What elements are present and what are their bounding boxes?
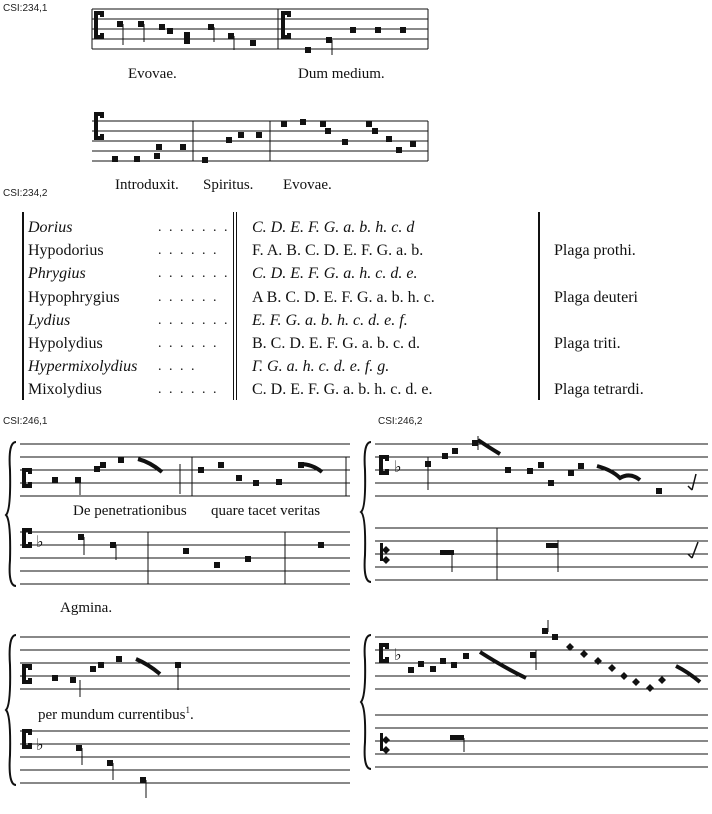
mode-plaga: Plaga prothi.	[554, 242, 636, 260]
mode-name: Hypermixolydius	[28, 358, 138, 376]
mode-row	[24, 309, 674, 332]
svg-text:♭: ♭	[36, 735, 44, 754]
neumes-example-1	[117, 21, 406, 53]
mode-plaga	[542, 309, 674, 332]
mode-scale: C. D. E. F. G. a. b. h. c. d	[252, 219, 415, 237]
mode-row	[24, 355, 674, 378]
caption-evovae-1: Evovae.	[128, 66, 177, 82]
svg-text:♭: ♭	[36, 532, 44, 551]
caption-agmina: Agmina.	[60, 600, 113, 616]
caption-spiritus: Spiritus.	[203, 177, 254, 193]
mode-plaga	[542, 216, 674, 239]
mode-name: Lydius	[28, 311, 71, 329]
mode-name: Mixolydius	[28, 381, 102, 399]
caption-quare-tacet: quare tacet veritas	[211, 503, 321, 519]
reference-label-246-1: CSI:246,1	[3, 416, 48, 427]
caption-de-penetrationibus: De penetrationibus	[73, 503, 187, 519]
svg-text:♭: ♭	[394, 645, 402, 664]
reference-label-234-2: CSI:234,2	[3, 188, 48, 199]
mode-dots: . . . . . .	[158, 382, 219, 398]
caption-per-mundum-period: .	[189, 707, 194, 723]
caption-introduxit: Introduxit.	[115, 177, 179, 193]
mode-scale: Γ. G. a. h. c. d. e. f. g.	[252, 358, 390, 376]
mode-dots: . . . . . .	[158, 289, 219, 305]
ligatures-246-1	[136, 459, 322, 674]
mode-name: Hypolydius	[28, 335, 103, 353]
mode-row	[24, 332, 674, 355]
custos-marks	[688, 474, 698, 558]
mode-name: Phrygius	[28, 265, 86, 283]
mode-plaga: Plaga deuteri	[554, 288, 638, 306]
mode-name: Hypophrygius	[28, 288, 120, 306]
mode-name: Dorius	[28, 219, 73, 237]
mode-scale: B. C. D. E. F. G. a. b. c. d.	[252, 335, 421, 353]
mode-plaga: Plaga triti.	[554, 335, 621, 353]
caption-dum-medium: Dum medium.	[298, 66, 385, 82]
svg-text:♭: ♭	[394, 457, 402, 476]
mode-scale: F. A. B. C. D. E. F. G. a. b.	[252, 242, 424, 260]
mode-row	[24, 286, 674, 309]
mode-scale: C. D. E. F. G. a. b. h. c. d. e.	[252, 381, 433, 399]
reference-label-234-1: CSI:234,1	[3, 3, 48, 14]
footnote-marker: 1	[185, 705, 190, 715]
mode-row	[24, 378, 674, 401]
mode-dots: . . . . . . .	[158, 312, 230, 328]
mode-dots: . . . .	[158, 359, 197, 375]
caption-evovae-2: Evovae.	[283, 177, 332, 193]
mode-scale: A B. C. D. E. F. G. a. b. h. c.	[252, 288, 435, 306]
mode-row	[24, 216, 674, 239]
mode-plaga	[542, 355, 674, 378]
mode-table	[24, 216, 674, 402]
caption-per-mundum-text: per mundum currentibus	[38, 707, 186, 723]
reference-label-246-2: CSI:246,2	[378, 416, 423, 427]
mode-row	[24, 262, 674, 285]
neumes-246-2	[408, 440, 662, 740]
mode-plaga: Plaga tetrardi.	[554, 381, 644, 399]
mode-dots: . . . . . .	[158, 336, 219, 352]
mode-dots: . . . . . . .	[158, 266, 230, 282]
mode-name: Hypodorius	[28, 242, 104, 260]
mode-scale: C. D. E. F. G. a. h. c. d. e.	[252, 265, 418, 283]
mode-row	[24, 239, 674, 262]
mode-dots: . . . . . . .	[158, 220, 230, 236]
mode-dots: . . . . . .	[158, 243, 219, 259]
ligatures-246-2	[478, 440, 700, 682]
caption-per-mundum	[38, 705, 194, 724]
mode-plaga	[542, 262, 674, 285]
mode-scale: E. F. G. a. b. h. c. d. e. f.	[252, 311, 408, 329]
